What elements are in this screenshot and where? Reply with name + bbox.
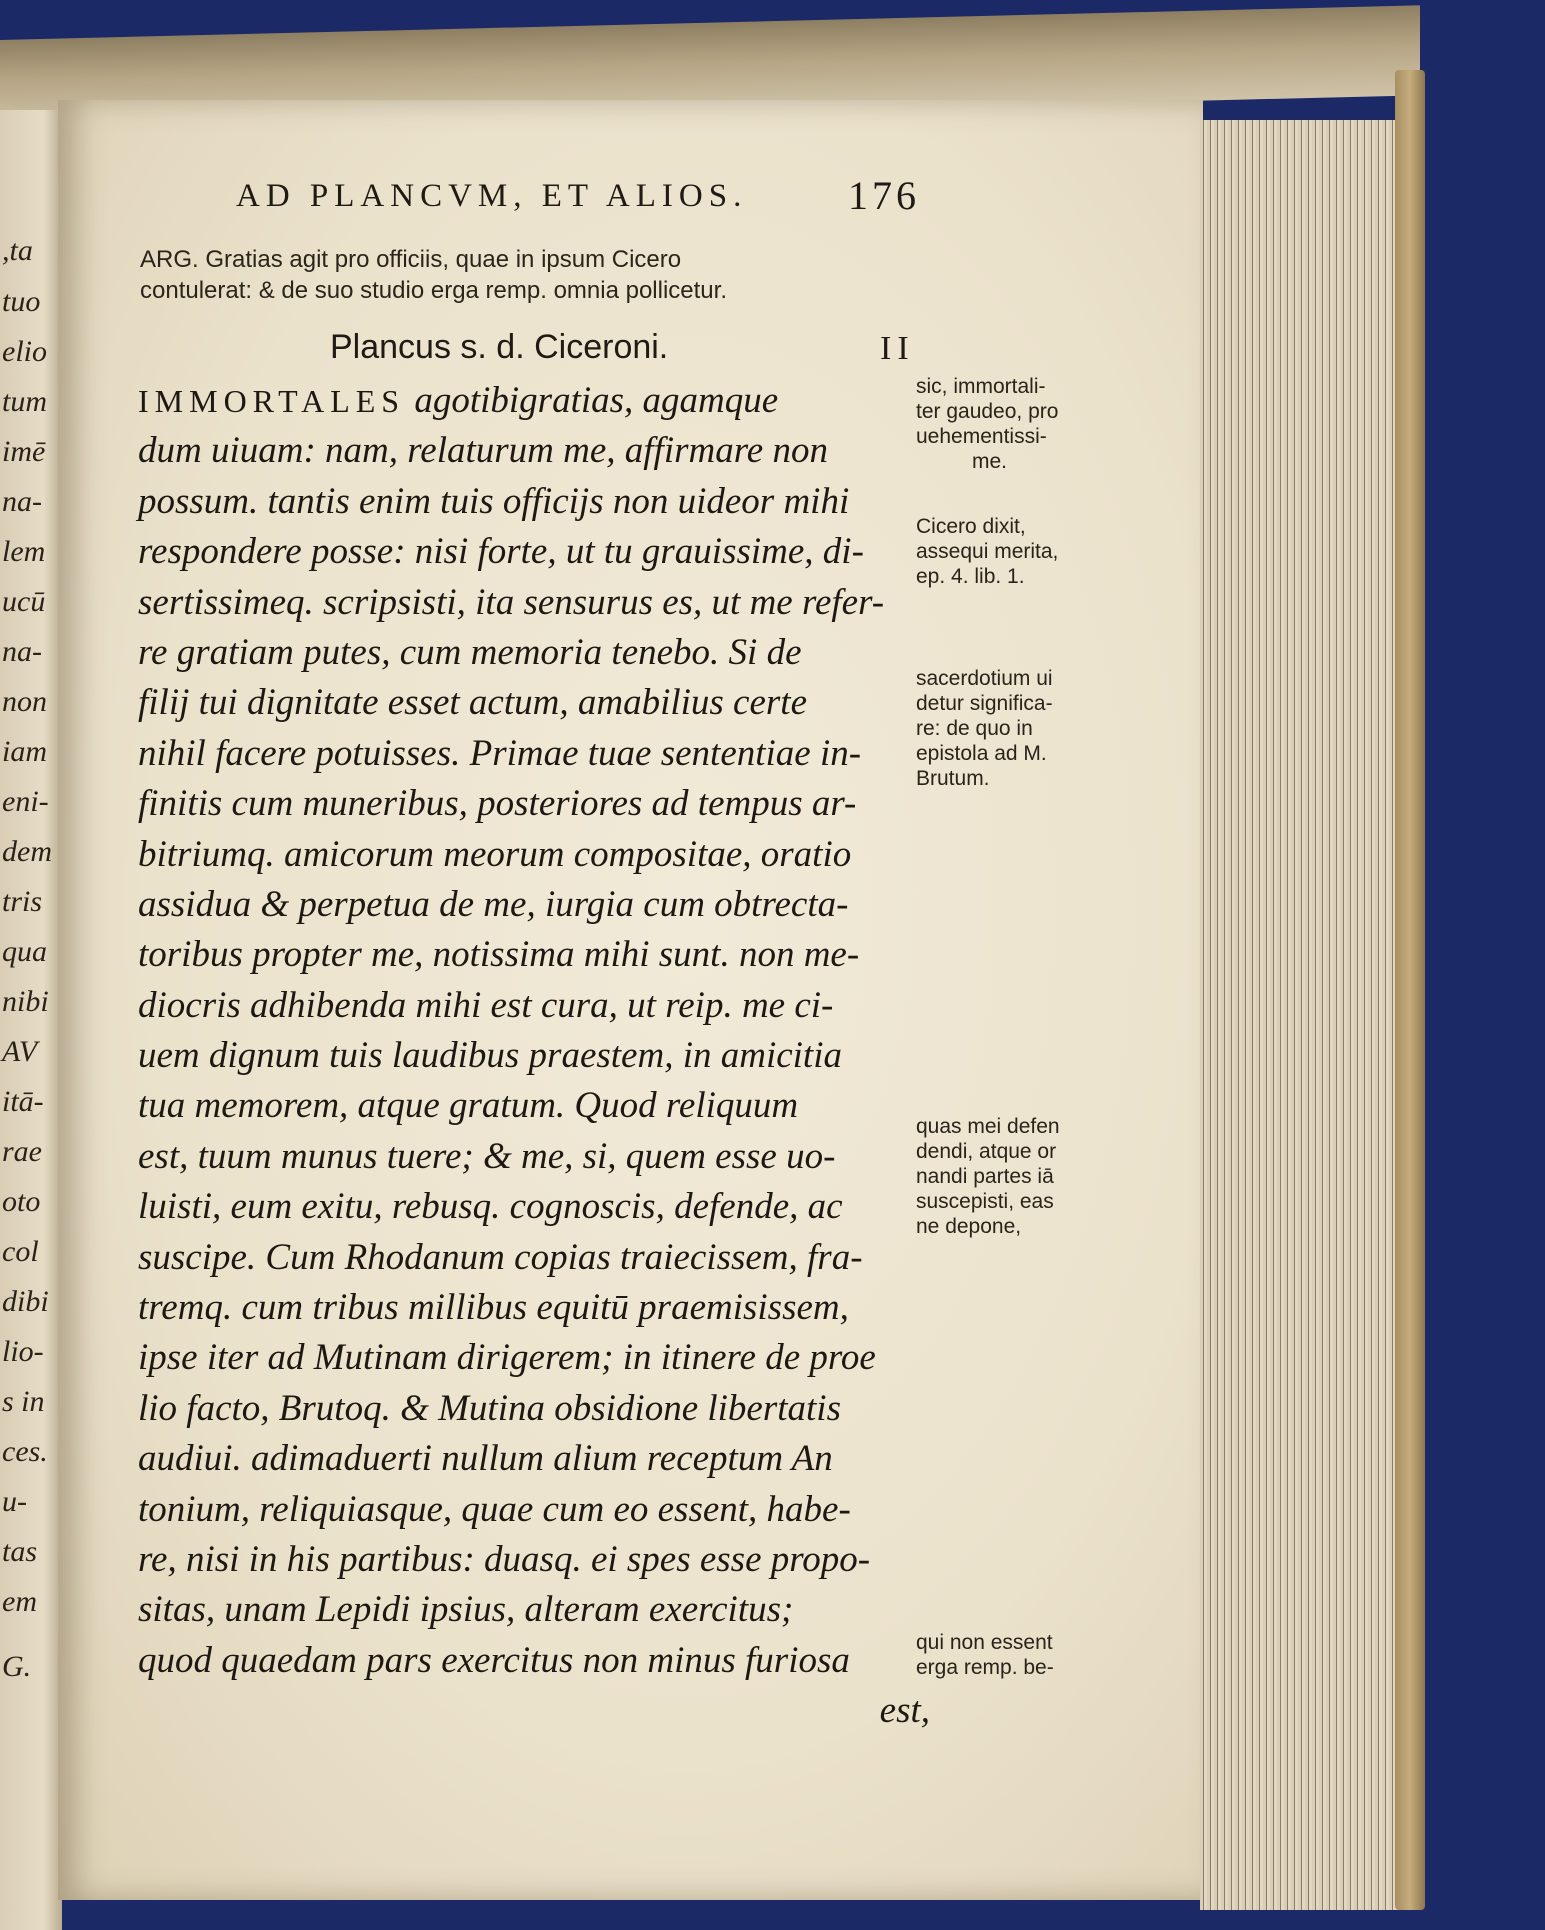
page-edges [1200, 120, 1400, 1910]
body-line: quod quaedam pars exercitus non minus furiosa [138, 1639, 850, 1681]
book-cover-edge [1395, 70, 1425, 1910]
body-line: sitas, unam Lepidi ipsius, alteram exercitus; [138, 1589, 794, 1631]
body-line: nihil facere potuisses. Primae tuae sententiae in- [138, 732, 862, 774]
body-line: audiui. adimaduerti nullum alium receptum An [138, 1438, 833, 1480]
note-line: Brutum. [916, 767, 990, 790]
left-fragment: tris [2, 885, 43, 918]
left-fragment: rae [2, 1135, 42, 1168]
body-line: re, nisi in his partibus: duasq. ei spes esse propo- [138, 1538, 871, 1580]
note-line: nandi partes iā [916, 1165, 1054, 1188]
body-line: luisti, eum exitu, rebusq. cognoscis, defende, ac [138, 1186, 843, 1228]
marginal-note [916, 1630, 1116, 1680]
body-line: uem dignum tuis laudibus praestem, in amicitia [138, 1035, 842, 1077]
left-fragment: dibi [2, 1285, 49, 1318]
note-line: suscepisti, eas [916, 1190, 1054, 1213]
argument-line: contulerat: & de suo studio erga remp. omnia pollicetur. [140, 277, 727, 304]
left-fragment: non [2, 685, 47, 718]
left-fragment: iam [2, 735, 47, 768]
body-line: tonium, reliquiasque, quae cum eo essent, habe- [138, 1488, 851, 1530]
argument-summary [140, 244, 930, 306]
left-fragment: imē [2, 435, 46, 468]
left-fragment: elio [2, 335, 47, 368]
left-fragment: tum [2, 385, 47, 418]
marginal-note [916, 1114, 1116, 1239]
left-fragment: itā- [2, 1085, 44, 1118]
body-line: finitis cum muneribus, posteriores ad tempus ar- [138, 783, 857, 825]
body-line: assidua & perpetua de me, iurgia cum obtrecta- [138, 883, 849, 925]
note-line: detur significa- [916, 692, 1053, 715]
argument-line: ARG. Gratias agit pro officiis, quae in ipsum Cicero [140, 246, 682, 273]
body-line: diocris adhibenda mihi est cura, ut reip. me ci- [138, 984, 834, 1026]
body-line: sertissimeq. scripsisti, ita sensurus es, ut me refer- [138, 581, 885, 623]
opening-word: IMMORTALES [138, 383, 406, 419]
left-fragment: ucū [2, 585, 46, 618]
body-line-catchword: est, [879, 1690, 930, 1732]
note-line: sic, immortali- [916, 375, 1046, 398]
marginal-note [916, 514, 1116, 589]
left-fragment: na- [2, 635, 42, 668]
left-fragment: qua [2, 935, 47, 968]
left-fragment: em [2, 1585, 37, 1618]
left-fragment: eni- [2, 785, 49, 818]
body-line: ipse iter ad Mutinam dirigerem; in itinere de proe [138, 1337, 876, 1379]
body-line: bitriumq. amicorum meorum compositae, oratio [138, 833, 852, 875]
left-fragment: u- [2, 1485, 27, 1518]
body-line: toribus propter me, notissima mihi sunt. non me- [138, 934, 860, 976]
note-line: uehementissi- [916, 425, 1047, 448]
body-line [138, 376, 930, 426]
note-line: Cicero dixit, [916, 515, 1026, 538]
body-line: tremq. cum tribus millibus equitū praemisissem, [138, 1287, 849, 1329]
note-line: ter gaudeo, pro [916, 400, 1059, 423]
left-fragment: ces. [2, 1435, 48, 1468]
left-fragment: lem [2, 535, 46, 568]
left-page-fragment [0, 110, 62, 1930]
running-head: AD PLANCVM, ET ALIOS. [236, 178, 748, 214]
left-fragment: na- [2, 485, 42, 518]
note-line: qui non essent [916, 1631, 1053, 1654]
body-line: suscipe. Cum Rhodanum copias traiecissem, fra- [138, 1236, 863, 1278]
left-fragment: tas [2, 1535, 38, 1568]
body-line: respondere posse: nisi forte, ut tu grauissime, di- [138, 531, 864, 573]
note-line: me. [972, 450, 1008, 473]
left-fragment: oto [2, 1185, 41, 1218]
body-line: lio facto, Brutoq. & Mutina obsidione libertatis [138, 1387, 841, 1429]
left-fragment: s in [2, 1385, 45, 1418]
note-line: re: de quo in [916, 717, 1033, 740]
left-fragment: ,ta [2, 234, 33, 267]
marginal-note [916, 666, 1116, 791]
left-fragment: AV [2, 1035, 38, 1068]
left-fragment: lio- [2, 1335, 44, 1368]
left-fragment: col [2, 1235, 39, 1268]
body-line-text: agotibigratias, agamque [405, 380, 779, 421]
body-line: est, tuum munus tuere; & me, si, quem esse uo- [138, 1135, 836, 1177]
note-line: quas mei defen [916, 1115, 1060, 1138]
letter-heading: Plancus s. d. Ciceroni. [330, 328, 669, 366]
note-line: erga remp. be- [916, 1656, 1054, 1679]
page-number: 176 [848, 173, 920, 218]
note-line: epistola ad M. [916, 742, 1047, 765]
note-line: ne depone, [916, 1215, 1022, 1238]
note-line: dendi, atque or [916, 1140, 1057, 1163]
marginal-note [916, 374, 1116, 474]
left-fragment: dem [2, 835, 52, 868]
body-line: tua memorem, atque gratum. Quod reliquum [138, 1085, 799, 1127]
left-fragment: nibi [2, 985, 49, 1018]
left-fragment: tuo [2, 285, 41, 318]
note-line: assequi merita, [916, 540, 1059, 563]
note-line: sacerdotium ui [916, 667, 1053, 690]
note-line: ep. 4. lib. 1. [916, 565, 1025, 588]
letter-number: II [880, 330, 915, 367]
left-fragment: G. [2, 1650, 32, 1683]
body-line: possum. tantis enim tuis officijs non uideor mihi [138, 480, 850, 522]
letter-body [138, 376, 930, 1737]
body-line: re gratiam putes, cum memoria tenebo. Si de [138, 631, 802, 673]
body-line: filij tui dignitate esset actum, amabilius certe [138, 682, 807, 724]
body-line: dum uiuam: nam, relaturum me, affirmare non [138, 430, 828, 472]
